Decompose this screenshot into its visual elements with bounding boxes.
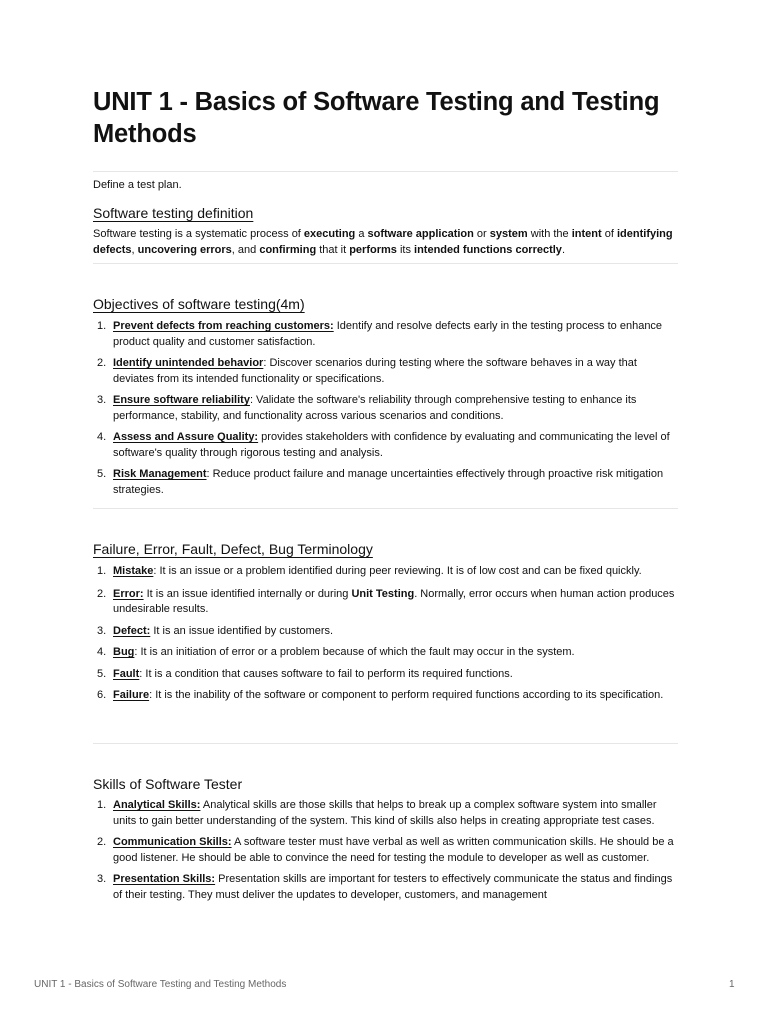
- list-number: 4.: [97, 431, 107, 443]
- list-term: Risk Management: [113, 468, 207, 480]
- terminology-heading: Failure, Error, Fault, Defect, Bug Terminology: [93, 541, 373, 557]
- list-text: Identify and resolve defects early in the testing process to enhance product quality and customer satisfaction.: [113, 320, 663, 348]
- definition-text: that it: [316, 244, 350, 256]
- definition-heading: Software testing definition: [93, 205, 254, 221]
- list-number: 1.: [97, 799, 107, 811]
- definition-text: Software testing is a systematic process of: [93, 228, 304, 240]
- list-item: [93, 356, 678, 387]
- list-number: 2.: [97, 587, 107, 600]
- definition-keyword: executing: [303, 228, 356, 240]
- list-text: : Reduce product failure and manage uncertainties effectively through proactive risk mitigation strategies.: [113, 468, 664, 496]
- definition-keyword: system: [489, 228, 528, 240]
- list-text: : It is the inability of the software or component to perform required functions according to its specification.: [149, 689, 664, 701]
- list-term: Assess and Assure Quality:: [113, 431, 259, 443]
- list-term: Fault: [113, 667, 140, 680]
- list-text: provides stakeholders with confidence by evaluating and communicating the level of software's quality through rigorous testing and analysis.: [113, 431, 670, 459]
- definition-keyword: intended functions correctly: [414, 244, 562, 256]
- definition-text: its: [396, 244, 415, 256]
- definition-paragraph: [93, 226, 678, 258]
- list-item: [93, 467, 678, 498]
- list-item: [93, 319, 678, 350]
- list-term: Bug: [113, 646, 135, 658]
- divider: [93, 743, 678, 744]
- divider: [93, 171, 678, 172]
- definition-keyword: intent: [571, 228, 602, 240]
- definition-keyword: identifying defects: [93, 228, 673, 256]
- list-text: : It is a condition that causes software to fail to perform its required functions.: [139, 667, 513, 680]
- list-text: : It is an initiation of error or a problem because of which the fault may occur in the system.: [134, 646, 575, 658]
- definition-text: , and: [231, 244, 260, 256]
- list-item: [93, 645, 678, 661]
- list-item: [93, 798, 678, 829]
- list-number: 1.: [97, 320, 107, 332]
- list-bold: Unit Testing: [351, 587, 415, 600]
- list-term: Error:: [113, 587, 144, 600]
- list-number: 2.: [97, 836, 107, 848]
- list-text: Analytical skills are those skills that helps to break up a complex software system into smaller units to gain better understanding of the system. This kind of skills also helps in creating appropriate test cases.: [113, 799, 657, 827]
- list-text: : It is an issue or a problem identified during peer reviewing. It is of low cost and can be fixed quickly.: [153, 565, 642, 577]
- list-term: Mistake: [113, 565, 154, 577]
- page-number: 1: [729, 979, 735, 990]
- list-term: Presentation Skills:: [113, 873, 216, 885]
- definition-text: or: [473, 228, 490, 240]
- definition-keyword: software application: [367, 228, 474, 240]
- list-term: Ensure software reliability: [113, 394, 250, 406]
- list-term: Defect:: [113, 624, 151, 637]
- list-item: [93, 624, 678, 640]
- definition-text: ,: [131, 244, 138, 256]
- terminology-list: [93, 564, 678, 704]
- list-term: Failure: [113, 689, 150, 701]
- list-item: [93, 688, 678, 704]
- list-number: 3.: [97, 873, 107, 885]
- definition-text: of: [601, 228, 617, 240]
- list-text: Presentation skills are important for testers to effectively communicate the status and findings of their testing. They must deliver the updates to developer, customers, and management: [113, 873, 673, 901]
- objectives-list: [93, 319, 678, 498]
- definition-text: a: [355, 228, 368, 240]
- definition-keyword: uncovering errors: [137, 244, 232, 256]
- list-text: : Discover scenarios during testing where the software behaves in a way that deviates from its intended functionality or specifications.: [113, 357, 637, 385]
- definition-text: with the: [527, 228, 572, 240]
- list-text: A software tester must have verbal as well as written communication skills. He should be a good listener. He should be able to convince the need for testing the module to developer as well as customer.: [113, 836, 674, 864]
- list-item: [93, 564, 678, 580]
- list-term: Analytical Skills:: [113, 799, 201, 811]
- list-item: [93, 835, 678, 866]
- list-text: . Normally, error occurs when human action produces undesirable results.: [113, 587, 675, 615]
- divider: [93, 263, 678, 264]
- list-item: [93, 587, 678, 618]
- list-text: : Validate the software's reliability through comprehensive testing to enhance its performance, stability, and functionality across various scenarios and conditions.: [113, 394, 637, 422]
- footer-title: UNIT 1 - Basics of Software Testing and Testing Methods: [34, 979, 287, 990]
- list-term: Prevent defects from reaching customers:: [113, 320, 334, 332]
- list-item: [93, 872, 678, 903]
- list-number: 3.: [97, 394, 107, 406]
- list-number: 2.: [97, 357, 107, 369]
- definition-text: .: [561, 244, 565, 256]
- list-term: Communication Skills:: [113, 836, 232, 848]
- list-number: 1.: [97, 565, 107, 577]
- intro-text: Define a test plan.: [93, 179, 182, 191]
- page-title: UNIT 1 - Basics of Software Testing and Testing Methods: [93, 88, 660, 148]
- list-text: It is an issue identified by customers.: [150, 624, 334, 637]
- list-number: 6.: [97, 689, 107, 701]
- list-item: [93, 667, 678, 683]
- list-text: It is an issue identified internally or during: [143, 587, 352, 600]
- list-number: 3.: [97, 624, 107, 637]
- list-number: 5.: [97, 468, 107, 480]
- skills-list: [93, 798, 678, 903]
- list-item: [93, 393, 678, 424]
- list-number: 4.: [97, 646, 107, 658]
- definition-keyword: confirming: [259, 244, 317, 256]
- divider: [93, 508, 678, 509]
- definition-keyword: performs: [349, 244, 397, 256]
- list-number: 5.: [97, 667, 107, 680]
- objectives-heading: Objectives of software testing(4m): [93, 296, 305, 312]
- list-term: Identify unintended behavior: [113, 357, 264, 369]
- skills-heading: Skills of Software Tester: [93, 776, 243, 792]
- list-item: [93, 430, 678, 461]
